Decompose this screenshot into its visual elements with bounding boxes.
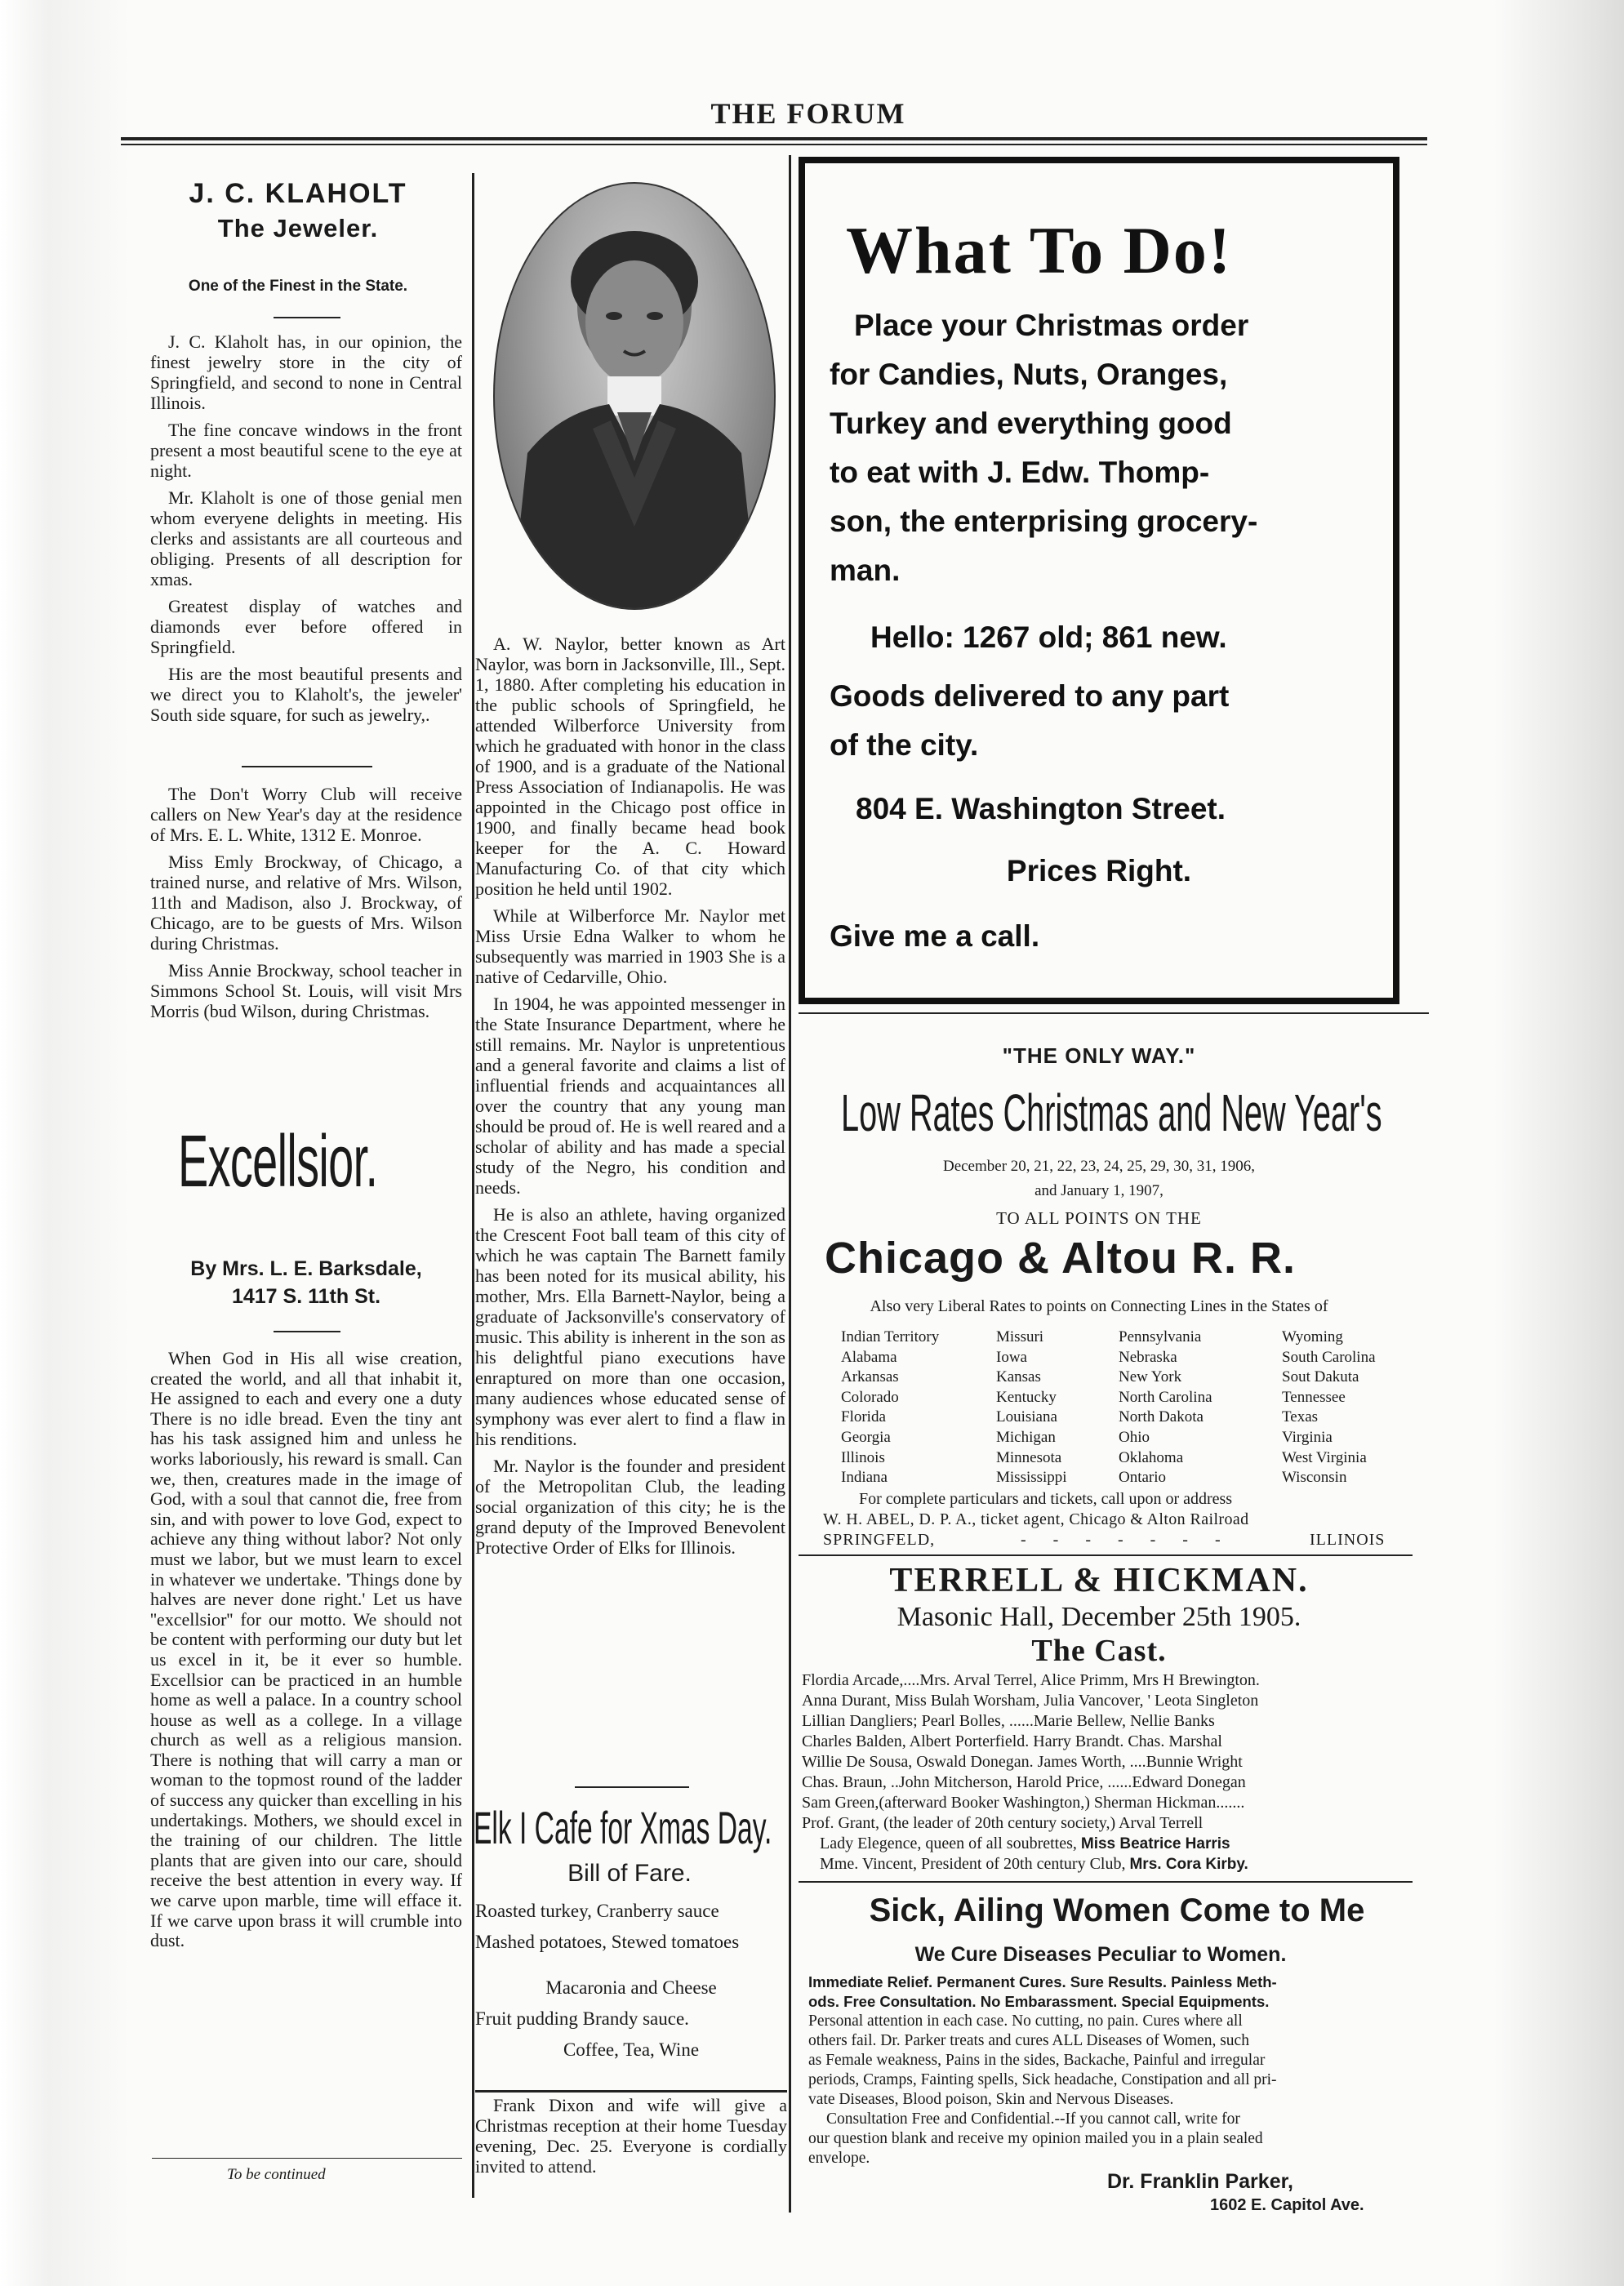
thompson-line: man. [830,554,901,587]
railroad-points: TO ALL POINTS ON THE [996,1208,1202,1228]
cast-lady-name: Miss Beatrice Harris [1080,1835,1230,1852]
klaholt-paragraph: J. C. Klaholt has, in our opinion, the finest jewelry store in the city of Springfield, and second to none in Central Illinois. [150,331,462,413]
excellsior-end-divider [152,2158,462,2159]
thompson-phone: Hello: 1267 old; 861 new. [870,620,1227,654]
elk-cafe-title: Elk I Cafe for Xmas Day. [474,1802,772,1853]
excellsior-title: Excellsior. [178,1121,378,1203]
parker-sub: We Cure Diseases Peculiar to Women. [914,1943,1287,1966]
state-name: Missuri [996,1328,1044,1345]
state-name: Indian Territory [841,1328,940,1345]
menu-item: Coffee, Tea, Wine [563,2039,700,2060]
masthead-rule-top [121,137,1427,140]
naylor-end-divider [575,1786,689,1788]
railroad-dates: December 20, 21, 22, 23, 24, 25, 29, 30, 31, 1906, [942,1158,1256,1175]
menu-item: Roasted turkey, Cranberry sauce [475,1901,719,1921]
klaholt-paragraph: Greatest display of watches and diamonds ever before offered in Springfield. [150,596,462,657]
cast-mme-name: Mrs. Cora Kirby. [1129,1856,1248,1873]
dixon-notice [475,2095,787,2183]
naylor-paragraph: Mr. Naylor is the founder and president of the Metropolitan Club, the leading social organization of this city; he is the grand deputy of the Improved Benevolent Protective Order of Elks for Illinois. [475,1456,785,1558]
railroad-agent: W. H. ABEL, D. P. A., ticket agent, Chicago & Alton Railroad [823,1510,1249,1528]
menu-item: Mashed potatoes, Stewed tomatoes [475,1932,740,1952]
railroad-city: SPRINGFELD, [823,1531,936,1549]
elk-cafe-subtitle: Bill of Fare. [567,1860,692,1887]
terrell-bottom-rule [799,1881,1413,1883]
terrell-cast-list [802,1670,1406,1875]
naylor-paragraph: While at Wilberforce Mr. Naylor met Miss Ursie Edna Walker to whom he subsequently was married in 1903 She is a native of Cedarville, Ohio. [475,905,785,987]
cast-line: Charles Balden, Albert Porterfield. Harry Brandt. Chas. Marshal [802,1732,1222,1750]
state-name: Colorado [841,1388,899,1406]
state-name: North Carolina [1119,1388,1212,1406]
terrell-title: TERRELL & HICKMAN. [889,1562,1309,1599]
state-name: West Virginia [1282,1448,1367,1466]
railroad-dates: and January 1, 1907, [1034,1182,1163,1199]
only-way-slogan: "THE ONLY WAY." [1002,1043,1196,1068]
naylor-article [475,634,785,1564]
cast-line: Anna Durant, Miss Bulah Worsham, Julia Vancover, ' Leota Singleton [802,1692,1259,1710]
excellsior-byline: By Mrs. L. E. Barksdale, [190,1257,422,1280]
state-name: Ontario [1119,1469,1167,1487]
state-name: Nebraska [1119,1348,1177,1366]
cast-line: Sam Green,(afterward Booker Washington,) Sherman Hickman....... [802,1794,1245,1812]
railroad-particulars: For complete particulars and tickets, call upon or address [859,1490,1233,1508]
states-column [996,1328,1067,1488]
cast-line [802,1854,1406,1875]
parker-headline: Sick, Ailing Women Come to Me [869,1892,1365,1928]
parker-body-line: as Female weakness, Pains in the sides, Backache, Painful and irregular [808,2052,1266,2069]
railroad-also: Also very Liberal Rates to points on Connecting Lines in the States of [870,1297,1328,1315]
parker-body-line: others fail. Dr. Parker treats and cures ALL Diseases of Women, such [808,2032,1249,2049]
thompson-bottom-rule [799,1012,1429,1014]
railroad-bottom-rule [799,1554,1413,1556]
excellsior-text [150,1349,462,1958]
terrell-cast-title: The Cast. [1031,1634,1167,1668]
cast-line: Prof. Grant, (the leader of 20th century society,) Arval Terrell [802,1814,1204,1832]
state-name: North Dakota [1119,1408,1204,1426]
thompson-line: Goods delivered to any part [830,679,1230,713]
state-name: Illinois [841,1448,885,1466]
naylor-portrait [493,182,776,610]
klaholt-tagline: One of the Finest in the State. [188,278,408,295]
state-name: Sout Dakuta [1282,1368,1359,1386]
railroad-name: Chicago & Altou R. R. [825,1234,1296,1283]
thompson-ad [799,157,1399,1004]
klaholt-paragraph: Mr. Klaholt is one of those genial men whom everyene delights in meeting. His clerks and assistants are all courteous and obliging. Presents of all description for xmas. [150,487,462,589]
excellsior-address: 1417 S. 11th St. [231,1285,381,1308]
cast-lady-role: Lady Elegence, queen of all soubrettes, [820,1835,1077,1852]
klaholt-subtitle: The Jeweler. [217,214,379,242]
thompson-line: to eat with J. Edw. Thomp- [830,456,1210,489]
thompson-prices: Prices Right. [1006,854,1192,887]
parker-address: 1602 E. Capitol Ave. [1210,2196,1364,2214]
states-column [841,1328,939,1488]
column-divider-2 [789,155,791,2213]
state-name: Texas [1282,1408,1319,1426]
social-notes [150,784,462,1028]
parker-bold-line: ods. Free Consultation. No Embarassment. Special Equipments. [808,1993,1270,2010]
cast-mme-role: Mme. Vincent, President of 20th century Club, [820,1855,1126,1873]
state-name: Kentucky [996,1388,1057,1406]
column-divider-1 [472,173,474,2198]
parker-bold-line: Immediate Relief. Permanent Cures. Sure Results. Painless Meth- [808,1973,1277,1990]
railroad-dashes: - - - - - - - [1021,1531,1232,1549]
state-name: Minnesota [996,1448,1062,1466]
states-column [1282,1328,1376,1488]
state-name: Georgia [841,1428,891,1446]
state-name: Alabama [841,1348,897,1366]
dixon-text: Frank Dixon and wife will give a Christmas reception at their home Tuesday evening, Dec. 25. Everyone is cordially invited to attend. [475,2095,787,2177]
thompson-headline: What To Do! [846,213,1233,287]
cast-line: Flordia Arcade,....Mrs. Arval Terrel, Alice Primm, Mrs H Brewington. [802,1671,1260,1689]
low-rates-headline: Low Rates Christmas and New Year's [841,1083,1382,1142]
thompson-address: 804 E. Washington Street. [856,792,1226,825]
terrell-venue: Masonic Hall, December 25th 1905. [897,1602,1301,1632]
klaholt-name: J. C. KLAHOLT [189,178,407,209]
naylor-paragraph: He is also an athlete, having organized the Crescent Foot ball team of this city of which he was captain The Barnett family has been noted for its musical ability, his mother, Mrs. Ella Barnett-Naylor, being a graduate of Jacksonville's conservatory of music. This ability is inherent in the son as his delightful piano executions have enraptured on more than one occasion, many audiences whose educated sense of symphony was ever alert to find a flaw in his renditions. [475,1204,785,1449]
klaholt-paragraph: His are the most beautiful presents and we direct you to Klaholt's, the jeweler' South side square, for such as jewelry,. [150,664,462,725]
klaholt-article [150,331,462,732]
state-name: Louisiana [996,1408,1057,1426]
excellsior-divider [274,1331,340,1332]
parker-body-line: Consultation Free and Confidential.--If you cannot call, write for [826,2110,1240,2128]
parker-bold-lines [808,1972,1413,2012]
thompson-line: for Candies, Nuts, Oranges, [830,358,1228,391]
parker-body-line: vate Diseases, Blood poison, Skin and Nervous Diseases. [808,2091,1174,2108]
state-name: Tennessee [1282,1388,1346,1406]
masthead: THE FORUM [710,97,906,130]
parker-body [808,2012,1413,2168]
masthead-rule-bottom [121,144,1427,145]
state-name: Virginia [1282,1428,1333,1446]
state-name: Kansas [996,1368,1041,1386]
cast-line: Chas. Braun, ..John Mitcherson, Harold Price, ......Edward Donegan [802,1773,1246,1791]
klaholt-end-divider [242,766,372,767]
parker-body-line: periods, Cramps, Fainting spells, Sick headache, Constipation and all pri- [808,2071,1277,2088]
klaholt-paragraph: The fine concave windows in the front present a most beautiful scene to the eye at night. [150,420,462,481]
state-name: Michigan [996,1428,1056,1446]
state-name: Pennsylvania [1119,1328,1202,1345]
parker-body-line: envelope. [808,2150,870,2167]
state-name: Florida [841,1408,886,1426]
state-name: Mississippi [996,1469,1067,1487]
state-name: Wyoming [1282,1328,1343,1345]
elk-cafe-end-divider [475,2090,787,2093]
thompson-call: Give me a call. [830,919,1040,953]
parker-doctor: Dr. Franklin Parker, [1107,2170,1293,2193]
excellsior-body: When God in His all wise creation, created the world, and all that inhabit it, He assigned to each and every one a duty There is no idle bread. Even the tiny ant has his task assigned him and unless he works laboriously, his reward is small. Can we, then, creatures made in the image of God, with a soul that cannot die, free from sin, and with power to love God, expect to achieve any thing without labor? Not only must we labor, but we must learn to excel in whatever we undertake. 'Things done by halves are never done right.' Let us have ''excellsior'' for our motto. We should not be content with performing our duty but let us excel in it, be it ever so humble. Excellsior can be practiced in an humble home as well a palace. In a country school house as well as a college. In a village church as well as a religious mansion. There is nothing that will carry a man or woman to the topmost round of the ladder of success any quicker than excelling in his undertakings. Mothers, we should excel in the training of our children. The little plants that are given into our care, should receive the best attention in every way. If we carve upon marble, time will efface it. If we carve upon brass it will crumble into dust. [150,1348,462,1951]
social-note: Miss Annie Brockway, school teacher in Simmons School St. Louis, will visit Mrs Morris (bud Wilson, during Christmas. [150,960,462,1021]
railroad-state: ILLINOIS [1310,1531,1386,1549]
parker-body-line: our question blank and receive my opinion mailed you in a plain sealed [808,2130,1263,2147]
state-name: Oklahoma [1119,1448,1184,1466]
naylor-paragraph: A. W. Naylor, better known as Art Naylor, was born in Jacksonville, Ill., Sept. 1, 1880. After completing his education in the public schools of Springfield, he attended Wilberforce University from which he graduated with honor in the class of 1900, and is a graduate of the National Press Association of Indianapolis. He was appointed in the Chicago post office in 1900, and finally became head book keeper for the A. C. Howard Manufacturing Co. of that city which position he held until 1902. [475,634,785,899]
thompson-line: of the city. [830,728,979,762]
parker-body-line: Personal attention in each case. No cutting, no pain. Cures where all [808,2012,1243,2030]
state-name: Iowa [996,1348,1027,1366]
menu-item: Macaronia and Cheese [545,1977,717,1998]
state-name: South Carolina [1282,1348,1376,1366]
cast-line: Lillian Dangliers; Pearl Bolles, ......Marie Bellew, Nellie Banks [802,1712,1215,1730]
naylor-paragraph: In 1904, he was appointed messenger in the State Insurance Department, where he still remains. Mr. Naylor is unpretentious and a general favorite and claims a list of influential friends and acquaintances all over the country that any young man should be proud of. He is well reared and a scholar of ability and has made a special study of the Negro, his condition and needs. [475,994,785,1198]
state-name: Wisconsin [1282,1469,1347,1487]
thompson-line: son, the enterprising grocery- [830,505,1258,538]
menu-item: Fruit pudding Brandy sauce. [475,2008,689,2029]
klaholt-divider [274,317,340,318]
social-note: Miss Emly Brockway, of Chicago, a trained nurse, and relative of Mrs. Wilson, 11th and Madison, also J. Brockway, of Chicago, are to be guests of Mrs. Wilson during Christmas. [150,852,462,954]
cast-line [802,1834,1406,1854]
state-name: New York [1119,1368,1182,1386]
social-note: The Don't Worry Club will receive callers on New Year's day at the residence of Mrs. E. L. White, 1312 E. Monroe. [150,784,462,845]
elk-cafe-menu [475,1896,787,2066]
state-name: Arkansas [841,1368,899,1386]
naylor-portrait-illustration [495,184,774,608]
state-name: Indiana [841,1469,888,1487]
to-be-continued: To be continued [227,2166,326,2183]
cast-line: Willie De Sousa, Oswald Donegan. James Worth, ....Bunnie Wright [802,1753,1243,1771]
state-name: Ohio [1119,1428,1150,1446]
thompson-line: Turkey and everything good [830,407,1232,440]
states-column [1119,1328,1212,1488]
thompson-line: Place your Christmas order [854,309,1249,342]
